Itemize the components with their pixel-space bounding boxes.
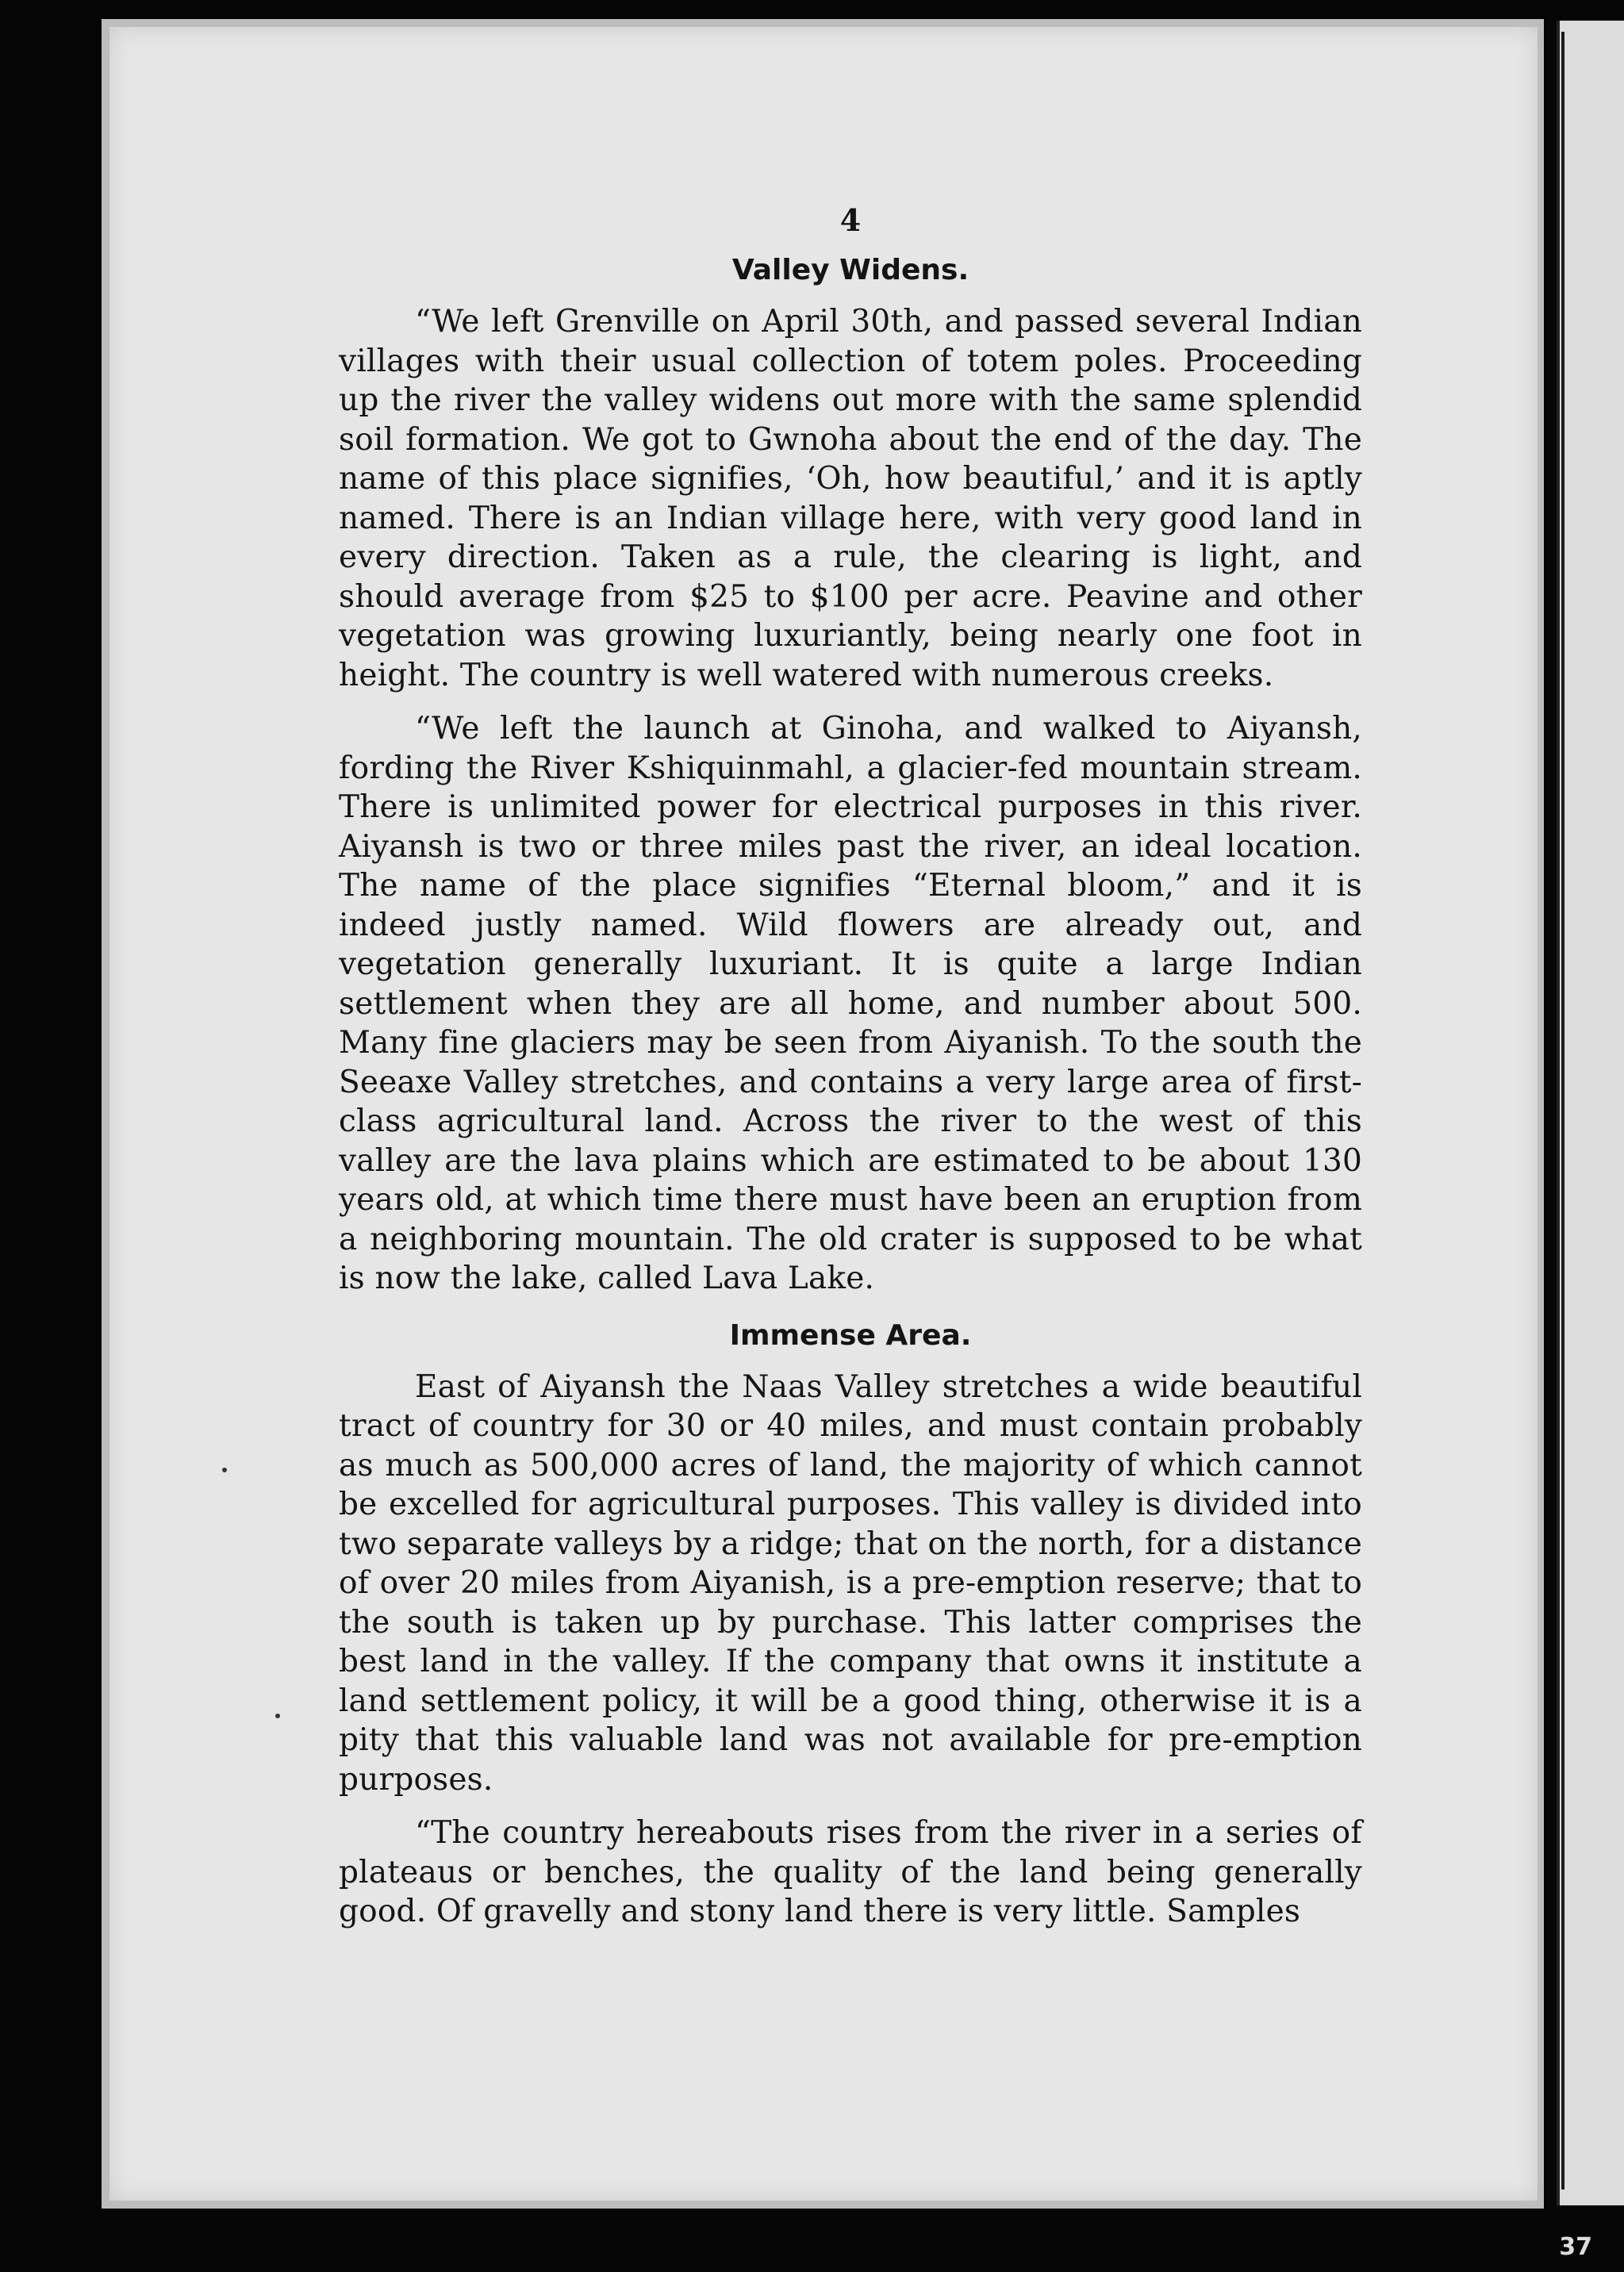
page-content [339, 202, 1362, 1946]
paragraph: East of Aiyansh the Naas Valley stretches a wide beautiful tract of country for 30 or 40 miles, and must contain probably as much as 500,000 acres of land, the majority of which cannot be excelled for agricultural purposes. This valley is divided into two separate valleys by a ridge; that on the north, for a distance of over 20 miles from Aiyanish, is a pre-emption reserve; that to the south is taken up by purchase. This latter comprises the best land in the valley. If the company that owns it institute a land settlement policy, it will be a good thing, otherwise it is a pity that this valuable land was not available for pre-emption purposes. [339, 1368, 1362, 1798]
speck-mark [222, 1468, 227, 1472]
facing-page-edge [1557, 21, 1624, 2205]
paragraph: “The country hereabouts rises from the river in a series of plateaus or benches, the quality of the land being generally good. Of gravelly and stony land there is very little. Samples [339, 1815, 1362, 1929]
corner-frame-number: 37 [1559, 2233, 1592, 2261]
paragraph: “We left the launch at Ginoha, and walked to Aiyansh, fording the River Kshiquinmahl, a glacier-fed mountain stream. There is unlimited power for electrical purposes in this river. Aiyansh is two or three miles past the river, an ideal location. The name of the place signifies “Eternal bloom,” and it is indeed justly named. Wild flowers are already out, and vegetation generally luxuriant. It is quite a large Indian settlement when they are all home, and number about 500. Many fine glaciers may be seen from Aiyanish. To the south the Seeaxe Valley stretches, and contains a very large area of first-class agricultural land. Across the river to the west of this valley are the lava plains which are estimated to be about 130 years old, at which time there must have been an eruption from a neighboring mountain. The old crater is supposed to be what is now the lake, called Lava Lake. [339, 711, 1362, 1296]
section-heading-immense-area: Immense Area. [729, 1318, 972, 1352]
speck-mark [275, 1714, 280, 1718]
page-fold [1561, 32, 1564, 2189]
page-number: 4 [839, 202, 862, 238]
paragraph: “We left Grenville on April 30th, and passed several Indian villages with their usual collection of totem poles. Proceeding up the river the valley widens out more with the same splendid soil formation. We got to Gwnoha about the end of the day. The name of this place signifies, ‘Oh, how beautiful,’ and it is aptly named. There is an Indian village here, with very good land in every direction. Taken as a rule, the clearing is light, and should average from $25 to $100 per acre. Peavine and other vegetation was growing luxuriantly, being nearly one foot in height. The country is well watered with numerous creeks. [339, 304, 1362, 693]
section-heading-valley-widens: Valley Widens. [731, 254, 969, 286]
